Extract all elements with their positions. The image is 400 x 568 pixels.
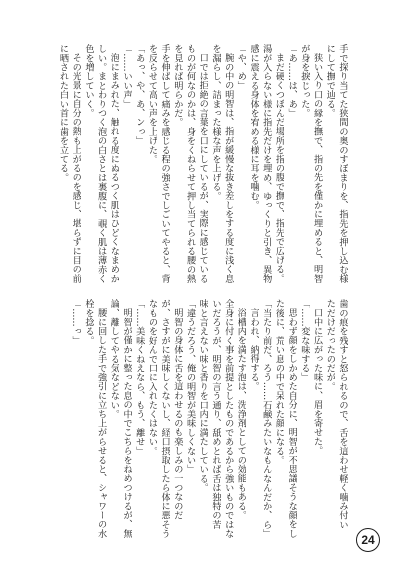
text-line: が、さすがに美味しくないし、経口摂取したら体に悪そう [159,299,171,539]
text-block-bottom [69,299,348,545]
text-line: 味と言えない味と香りを口内に満たしている。 [197,299,209,493]
text-line: 口では拒絶の言葉を口にしているが、実際に感じている [197,53,209,284]
text-line: を漏らし、詰まった様な声を上げる。 [209,44,221,201]
text-line: に晒された白い首に歯を立てる。 [57,44,69,182]
text-line: を見れば明らかだ。 [171,44,183,127]
text-line: 腕の中の明智は、指が緩慢な抜き差しをする度に浅く息 [222,53,234,284]
dialogue-line: 「……っ」 [70,299,82,345]
dialogue-line: 「違うだろう、俺の明智が美味しくない」 [184,299,196,474]
text-line: なものを好んで口に入れたくはない。 [146,299,158,456]
text-line: 湯が入らない様に指先だけを埋め、ゆっくりと引き、異物 [260,44,272,284]
dialogue-line: 「や、め」 [235,44,247,90]
text-line: 歯の痕を残すと怒られるので、舌を這わせ軽く噛み付い [337,299,348,529]
dialogue-line: 「……変な味する」 [298,299,310,382]
text-line: 感に震える身体を宥める様に耳を噛む。 [248,44,260,210]
text-line: 思わず顔をしかめた自分に、明智が不思議そうな顔をし [286,308,298,539]
text-line: ものが何なのかは、身をくねらせて押し当てられる腰の熱 [184,44,196,284]
text-line: が身を捩じった。 [298,44,310,118]
text-line: 口中に広がった味に、眉を寄せた。 [311,308,323,456]
text-line: 明智が僅かに整った息の中でこちらをねめつけるが、無 [121,308,133,539]
text-line: 狭い入り口の縁を撫で、指の先を僅かに埋めると、明智 [311,53,323,284]
page-number [356,528,380,552]
text-line: 浴槽内を満たす泡は、洗浄剤としての効能もある。 [235,308,247,520]
dialogue-line: 「あ……は、あ」 [286,44,298,118]
text-line: 論、離してやる気などない。 [108,299,120,419]
text-line: ただけだったのだが。 [324,299,336,391]
text-line: 色を増していく。 [82,44,94,118]
text-line: にして撫で辿る。 [324,44,336,118]
text-line: 手を伸ばして痛みを感じる程の強さでしごいてやると、背 [159,44,171,284]
text-line: まだ硬くつぼんだ場所を指の腹で撫で、指先で広げる。 [273,53,285,284]
text-line: いだろうが、明智の言う通り、舐めとれば舌は独特の苦 [209,299,221,529]
text-line: 泡にまみれた、触れる度にぬるつく肌はひどくなまめか [108,53,120,284]
text-line: 栓を捻る。 [82,299,94,345]
dialogue-line: 「……いい声」 [121,44,133,109]
text-line: しい。まとわりつく泡の白さとは裏腹に、覗く肌は薄赤く [95,44,107,284]
dialogue-line: 「あっ、や、あ、ンっ」 [133,44,145,146]
text-line: 言われ、納得する。 [248,308,260,391]
page-number-label: 24 [361,533,375,547]
text-line: た後に、荒い息の中で呆れた顔になる。 [273,299,285,465]
text-line: を反らせて高い声を上げた。 [146,44,158,164]
text-block-top [56,44,348,290]
text-line: 全身に付く事を前提としたものであるから強いものではな [222,299,234,539]
text-line: 明智の身体に舌を這わせるのも楽しみの一つなのだ [171,308,183,520]
text-line: その光景に自分の熱も上がるのを感じ、堪らずに目の前 [70,53,82,284]
text-line: 腰に回した手で強引に立ち上がらせると、シャワーの水 [95,308,107,539]
dialogue-line: 「……美味くねえなら、もう、離せ」 [133,299,145,456]
dialogue-line: 「当たり前だ、ろう……石鹸みたいなもんなんだか、ら」 [260,299,272,539]
text-line: 手で探り当てた狭間の奥のすぼまりを、指先を押し込む様 [337,44,348,284]
